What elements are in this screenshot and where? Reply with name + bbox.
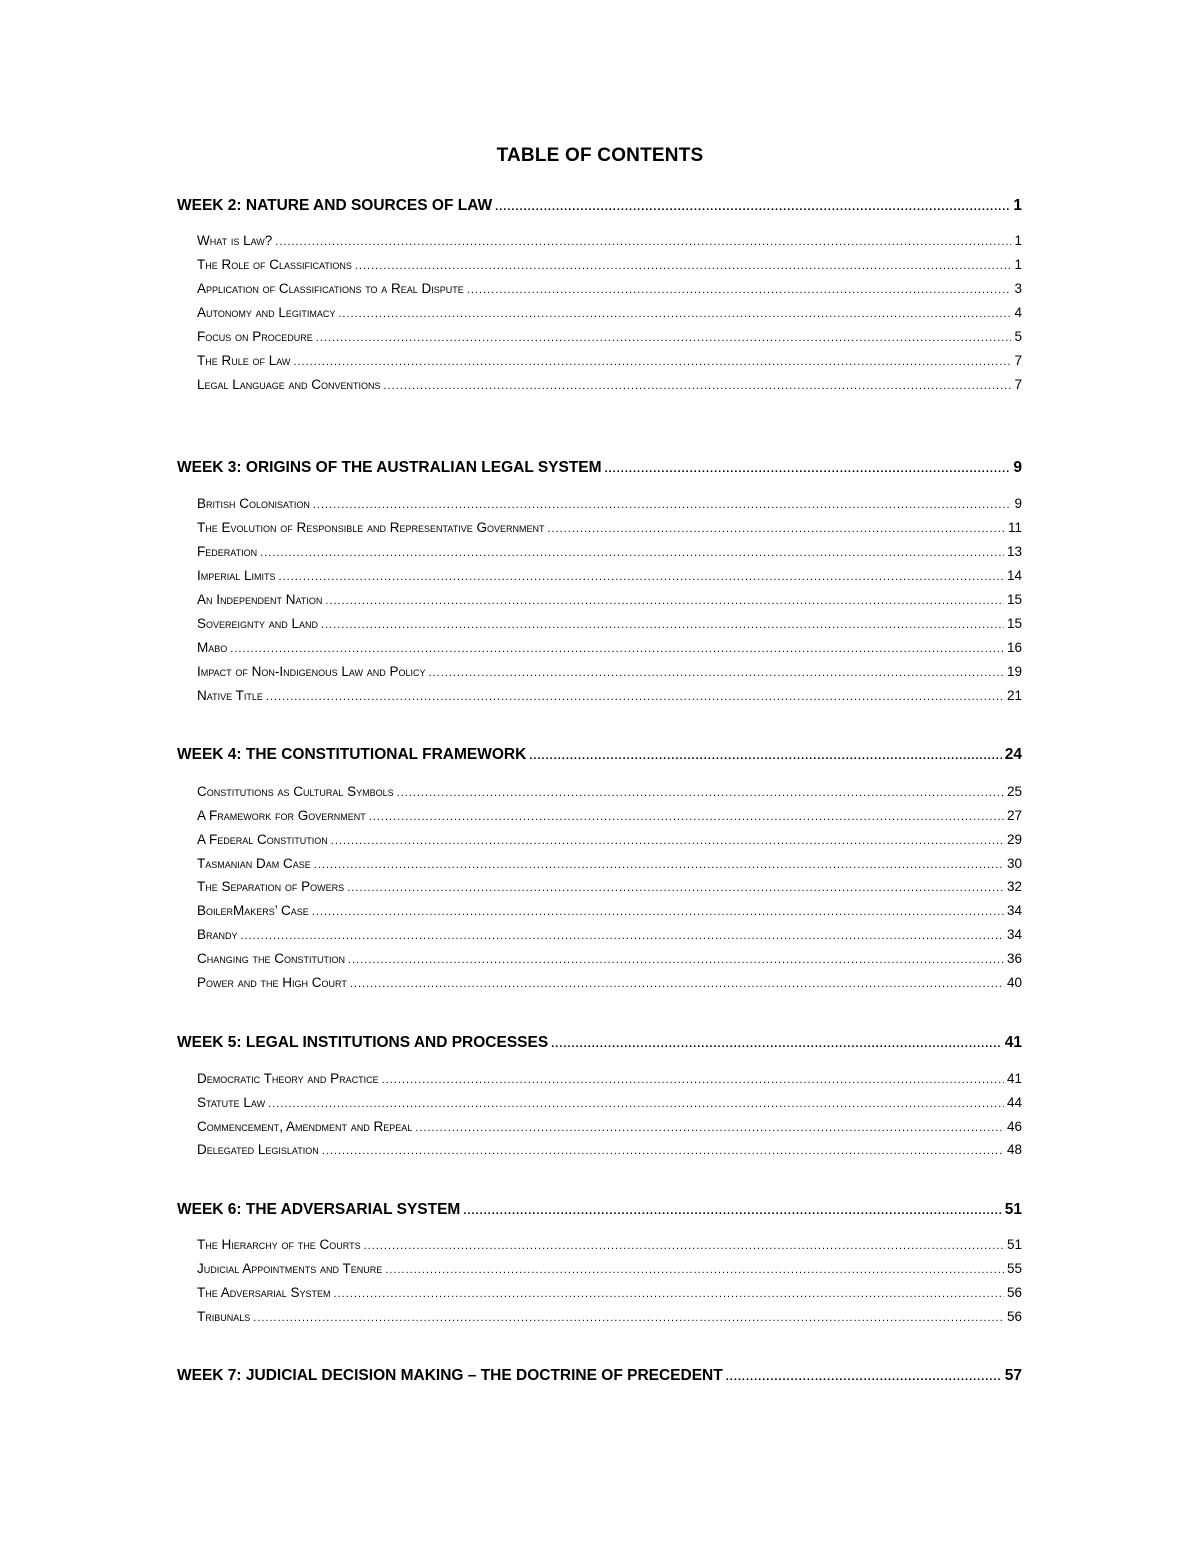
- toc-section-heading[interactable]: WEEK 5: LEGAL INSTITUTIONS AND PROCESSES ..... 41: [177, 1033, 1022, 1053]
- toc-entry[interactable]: Federation ..... 13: [197, 542, 1022, 562]
- toc-section-heading[interactable]: WEEK 2: NATURE AND SOURCES OF LAW ..... 1: [177, 196, 1022, 216]
- toc-section-heading[interactable]: WEEK 6: THE ADVERSARIAL SYSTEM ..... 51: [177, 1200, 1022, 1220]
- toc-entry[interactable]: Commencement, Amendment and Repeal ..... 46: [197, 1117, 1022, 1137]
- toc-section-heading[interactable]: WEEK 3: ORIGINS OF THE AUSTRALIAN LEGAL SYSTEM ..... 9: [177, 458, 1022, 478]
- toc-entry[interactable]: Constitutions as Cultural Symbols ..... 25: [197, 782, 1022, 802]
- toc-entry[interactable]: A Federal Constitution ..... 29: [197, 830, 1022, 850]
- toc-entry[interactable]: Focus on Procedure ..... 5: [197, 327, 1022, 347]
- toc-entry[interactable]: A Framework for Government ..... 27: [197, 806, 1022, 826]
- toc-entry[interactable]: Power and the High Court ..... 40: [197, 973, 1022, 993]
- toc-entry[interactable]: Legal Language and Conventions ..... 7: [197, 375, 1022, 395]
- toc-entry[interactable]: Judicial Appointments and Tenure ..... 55: [197, 1259, 1022, 1279]
- toc-entry[interactable]: The Rule of Law ..... 7: [197, 351, 1022, 371]
- toc-entry[interactable]: Statute Law ..... 44: [197, 1093, 1022, 1113]
- toc-entry[interactable]: What is Law? ..... 1: [197, 231, 1022, 251]
- toc-entry[interactable]: Democratic Theory and Practice ..... 41: [197, 1069, 1022, 1089]
- toc-entry[interactable]: Mabo ..... 16: [197, 638, 1022, 658]
- toc-section-heading[interactable]: WEEK 7: JUDICIAL DECISION MAKING – THE DOCTRINE OF PRECEDENT ..... 57: [177, 1366, 1022, 1386]
- toc-entry[interactable]: An Independent Nation ..... 15: [197, 590, 1022, 610]
- toc-entry[interactable]: Tribunals ..... 56: [197, 1307, 1022, 1327]
- toc-section-heading[interactable]: WEEK 4: THE CONSTITUTIONAL FRAMEWORK ..... 24: [177, 745, 1022, 765]
- toc-entry[interactable]: Native Title ..... 21: [197, 686, 1022, 706]
- page-title: TABLE OF CONTENTS: [496, 145, 704, 166]
- toc-entry[interactable]: Sovereignty and Land ..... 15: [197, 614, 1022, 634]
- toc-entry[interactable]: The Hierarchy of the Courts ..... 51: [197, 1235, 1022, 1255]
- toc-entry[interactable]: Brandy ..... 34: [197, 925, 1022, 945]
- toc-entry[interactable]: Tasmanian Dam Case ..... 30: [197, 854, 1022, 874]
- toc-entry[interactable]: British Colonisation ..... 9: [197, 494, 1022, 514]
- toc-entry[interactable]: Changing the Constitution ..... 36: [197, 949, 1022, 969]
- toc-entry[interactable]: The Adversarial System ..... 56: [197, 1283, 1022, 1303]
- toc-entry[interactable]: Application of Classifications to a Real Dispute ..... 3: [197, 279, 1022, 299]
- toc-entry[interactable]: The Evolution of Responsible and Representative Government ..... 11: [197, 518, 1022, 538]
- toc-entry[interactable]: Imperial Limits ..... 14: [197, 566, 1022, 586]
- toc-entry[interactable]: Impact of Non-Indigenous Law and Policy ..... 19: [197, 662, 1022, 682]
- toc-entry[interactable]: The Role of Classifications ..... 1: [197, 255, 1022, 275]
- toc-entry[interactable]: Delegated Legislation ..... 48: [197, 1140, 1022, 1160]
- toc-entry[interactable]: Autonomy and Legitimacy ..... 4: [197, 303, 1022, 323]
- toc-entry[interactable]: The Separation of Powers ..... 32: [197, 877, 1022, 897]
- toc-entry[interactable]: BoilerMakers’ Case ..... 34: [197, 901, 1022, 921]
